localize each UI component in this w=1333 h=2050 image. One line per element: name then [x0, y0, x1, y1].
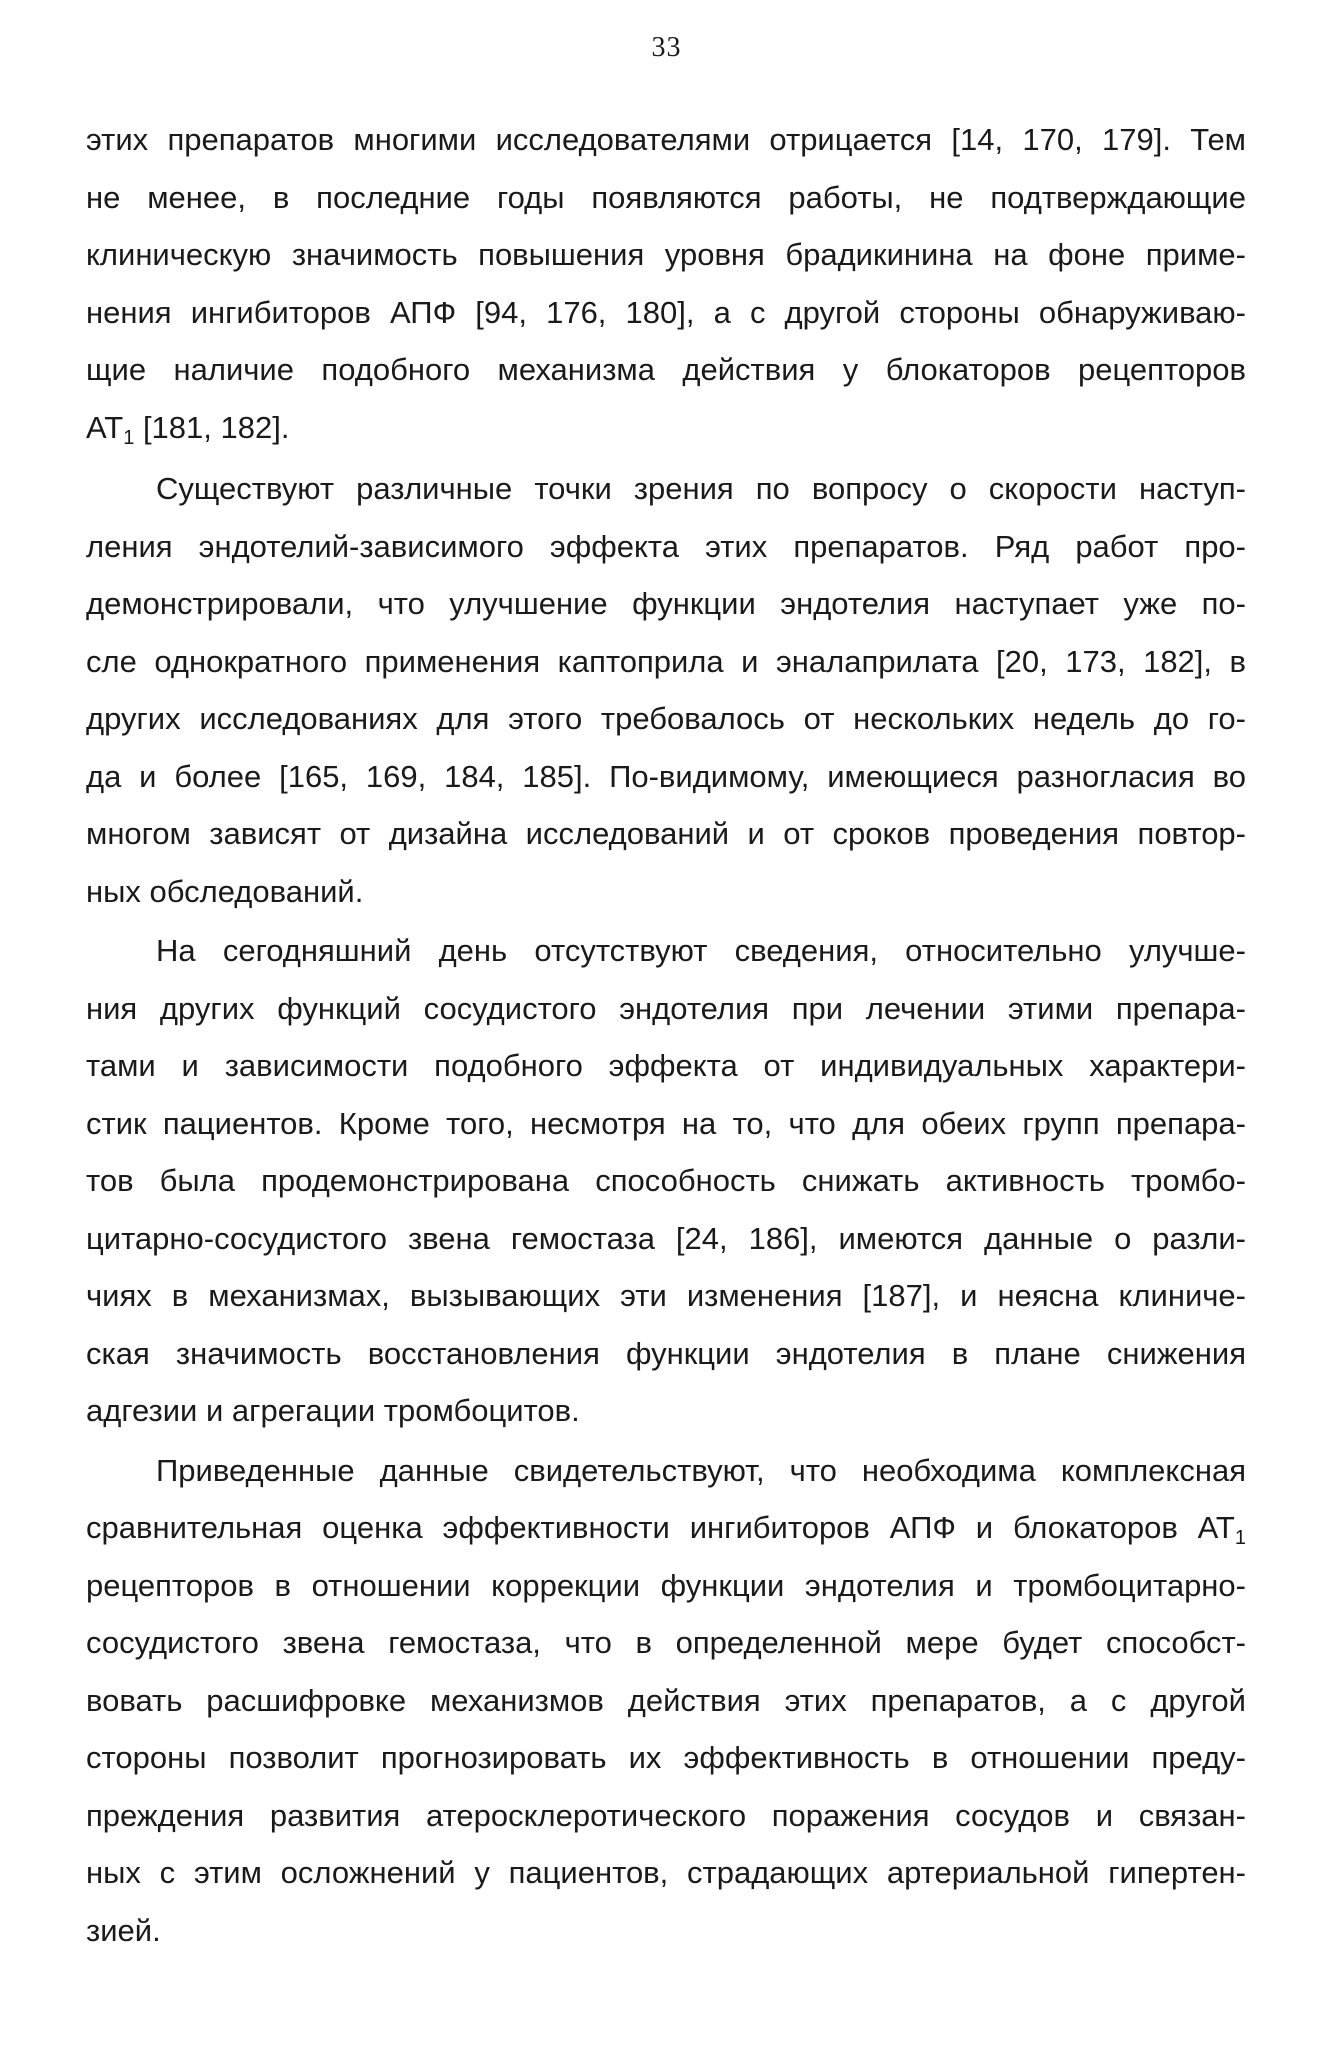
paragraph-1: [86, 111, 1246, 456]
text-line: тов была продемонстрирована способность снижать активность тромбо-: [86, 1163, 1246, 1198]
text-line: цитарно-сосудистого звена гемостаза [24, 186], имеются данные о разли-: [86, 1220, 1246, 1256]
text-line: чиях в механизмах, вызывающих эти изменения [187], и неясна клиниче-: [86, 1278, 1246, 1313]
subscript: 1: [123, 426, 135, 449]
paragraph-4: [86, 1442, 1246, 1960]
text-line: рецепторов в отношении коррекции функции эндотелия и тромбоцитарно-: [86, 1567, 1246, 1603]
text-line: Существуют различные точки зрения по вопросу о скорости наступ-: [156, 471, 1246, 506]
text-fragment: АТ: [86, 409, 124, 445]
text-line: демонстрировали, что улучшение функции эндотелия наступает уже по-: [86, 586, 1246, 621]
text-line: зией.: [86, 1912, 161, 1948]
text-line: преждения развития атеросклеротического поражения сосудов и связан-: [86, 1797, 1246, 1833]
text-fragment: [181, 182].: [134, 409, 290, 445]
text-line: На сегодняшний день отсутствуют сведения, относительно улучше-: [156, 933, 1246, 968]
text-line: тами и зависимости подобного эффекта от индивидуальных характери-: [86, 1048, 1246, 1083]
text-line: адгезии и агрегации тромбоцитов.: [86, 1393, 580, 1428]
text-line: клиническую значимость повышения уровня брадикинина на фоне приме-: [86, 237, 1246, 272]
text-line: [86, 399, 1246, 457]
text-line: других исследованиях для этого требовалось от нескольких недель до го-: [86, 701, 1246, 736]
text-line: стороны позволит прогнозировать их эффективность в отношении преду-: [86, 1740, 1246, 1775]
text-fragment: сравнительная оценка эффективности ингибиторов АПФ и блокаторов АТ: [86, 1510, 1235, 1545]
text-line: вовать расшифровке механизмов действия этих препаратов, а с другой: [86, 1682, 1246, 1718]
subscript: 1: [1234, 1527, 1246, 1549]
text-line: ных обследований.: [86, 873, 364, 909]
document-body: [86, 111, 1246, 1959]
paragraph-2: [86, 460, 1246, 920]
text-line: ния других функций сосудистого эндотелия при лечении этими препара-: [86, 990, 1246, 1026]
text-line: нения ингибиторов АПФ [94, 176, 180], а с другой стороны обнаруживаю-: [86, 294, 1246, 330]
paragraph-3: [86, 922, 1246, 1440]
page-number: 33: [651, 32, 682, 63]
text-line: многом зависят от дизайна исследований и от сроков проведения повтор-: [86, 816, 1246, 851]
text-line: да и более [165, 169, 184, 185]. По-видимому, имеющиеся разногласия во: [86, 758, 1246, 794]
text-line: ления эндотелий-зависимого эффекта этих препаратов. Ряд работ про-: [86, 528, 1246, 564]
text-line: стик пациентов. Кроме того, несмотря на то, что для обеих групп препара-: [86, 1105, 1246, 1141]
text-line: ская значимость восстановления функции эндотелия в плане снижения: [86, 1335, 1246, 1371]
text-line: не менее, в последние годы появляются работы, не подтверждающие: [86, 179, 1246, 215]
text-line: этих препаратов многими исследователями отрицается [14, 170, 179]. Тем: [86, 122, 1246, 157]
text-line: сле однократного применения каптоприла и эналаприлата [20, 173, 182], в: [86, 643, 1246, 679]
text-line: Приведенные данные свидетельствуют, что необходима комплексная: [156, 1452, 1246, 1488]
text-line: [86, 1499, 1246, 1557]
text-line: сосудистого звена гемостаза, что в определенной мере будет способст-: [86, 1625, 1246, 1660]
text-line: ных с этим осложнений у пациентов, страдающих артериальной гипертен-: [86, 1855, 1246, 1890]
text-line: щие наличие подобного механизма действия у блокаторов рецепторов: [86, 352, 1246, 387]
